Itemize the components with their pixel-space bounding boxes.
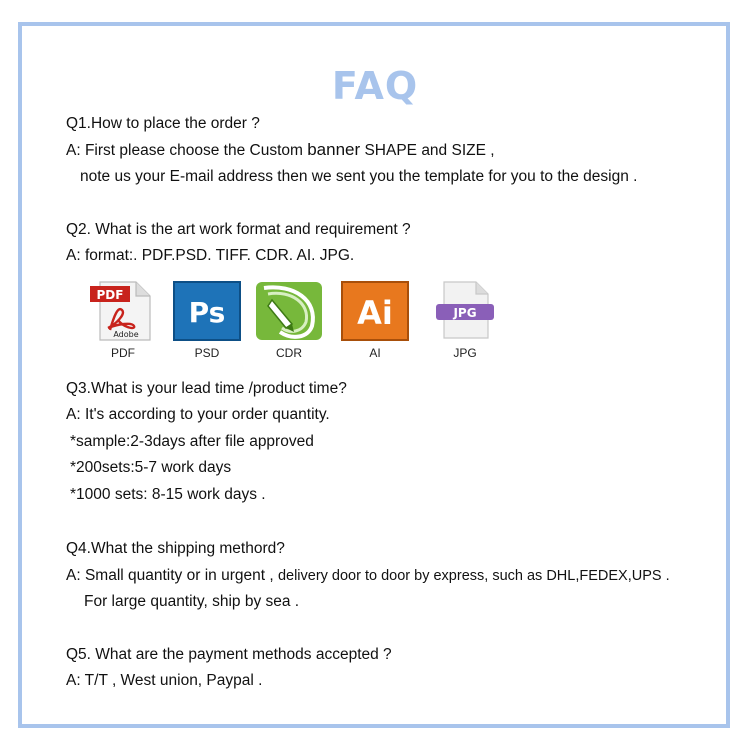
q3-1000sets-time: *1000 sets: 8-15 work days .	[70, 486, 266, 503]
jpg-badge-text: JPG	[453, 306, 477, 320]
q2-question: Q2. What is the art work format and requirement ?	[66, 221, 411, 238]
pdf-badge-text: PDF	[96, 288, 124, 302]
psd-badge-text: Ps	[188, 296, 226, 329]
q3-question: Q3.What is your lead time /product time?	[66, 380, 347, 397]
jpg-file-icon	[430, 280, 500, 342]
q5-answer: A: T/T , West union, Paypal .	[66, 672, 263, 689]
q3-answer: A: It's according to your order quantity.	[66, 406, 330, 423]
format-label-cdr: CDR	[276, 346, 302, 360]
q4-answer	[66, 566, 670, 586]
q3-200sets-time: *200sets:5-7 work days	[70, 459, 232, 476]
illustrator-icon	[340, 280, 410, 342]
q1-question: Q1.How to place the order ?	[66, 115, 260, 132]
format-label-pdf: PDF	[111, 346, 135, 360]
q4-answer-line2: For large quantity, ship by sea .	[84, 593, 300, 610]
format-label-jpg: JPG	[453, 346, 477, 360]
format-label-psd: PSD	[194, 346, 220, 360]
q1-answer-word: banner	[307, 140, 361, 159]
format-label-ai: AI	[369, 346, 381, 360]
q3-sample-time: *sample:2-3days after file approved	[70, 433, 314, 450]
format-icons	[88, 280, 508, 365]
q4-question: Q4.What the shipping methord?	[66, 540, 285, 557]
coreldraw-icon	[254, 280, 324, 342]
q4-answer-prefix: A: Small quantity or in urgent ,	[66, 567, 278, 584]
q1-answer-suffix: SHAPE and SIZE ,	[360, 142, 495, 159]
q1-answer-line2: note us your E-mail address then we sent you the template for you to the design .	[80, 168, 638, 185]
q2-answer: A: format:. PDF.PSD. TIFF. CDR. AI. JPG.	[66, 247, 355, 264]
format-jpg	[430, 280, 500, 365]
pdf-icon	[88, 280, 158, 342]
format-ai	[340, 280, 410, 365]
q1-answer	[66, 140, 495, 161]
pdf-adobe-text: Adobe	[113, 330, 139, 339]
q4-answer-rest: delivery door to door by express, such as DHL,FEDEX,UPS .	[277, 568, 670, 584]
format-cdr	[254, 280, 324, 365]
format-psd	[172, 280, 242, 365]
ai-badge-text: Ai	[357, 294, 393, 332]
q5-question: Q5. What are the payment methods accepted ?	[66, 646, 392, 663]
q1-answer-prefix: A: First please choose the Custom	[66, 142, 308, 159]
format-pdf	[88, 280, 158, 365]
photoshop-icon	[172, 280, 242, 342]
faq-title: FAQ	[331, 64, 419, 108]
